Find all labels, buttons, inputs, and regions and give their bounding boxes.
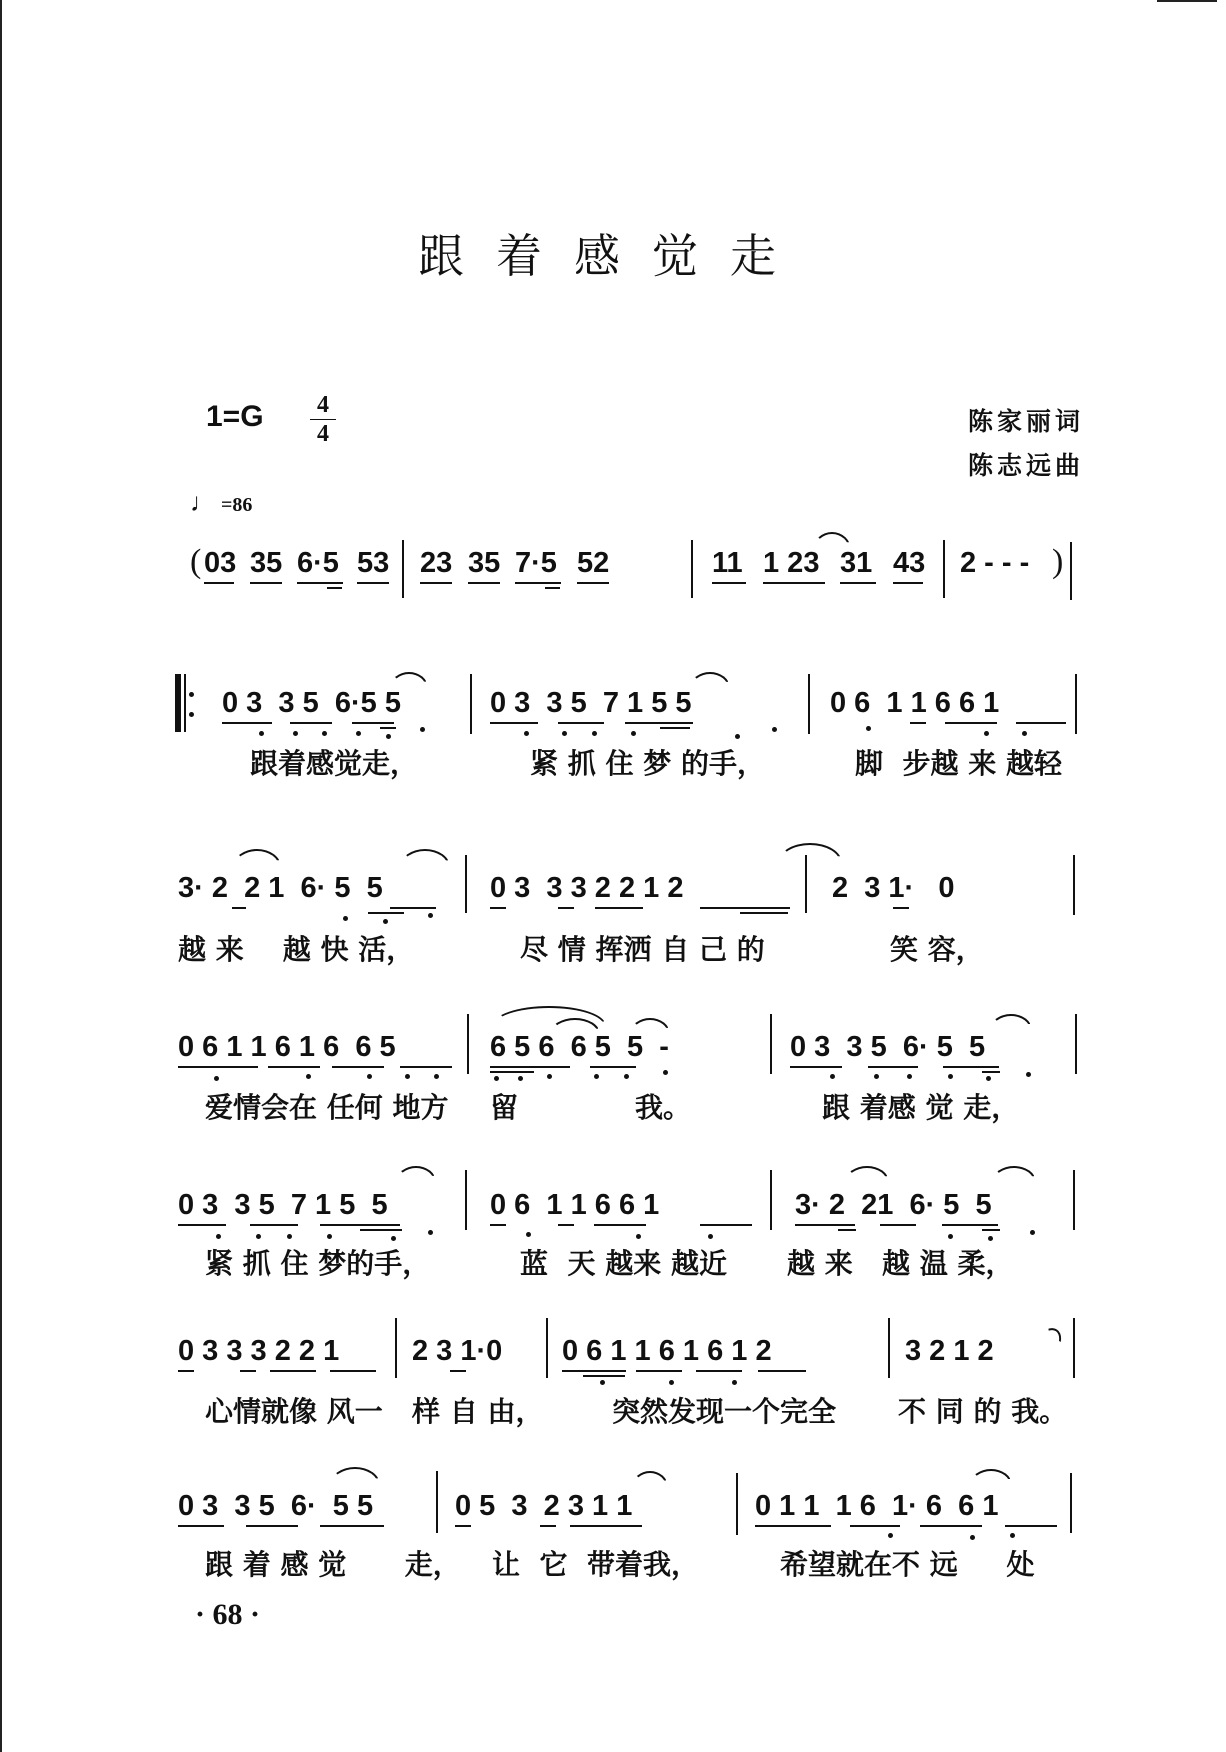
barline [770, 1014, 772, 1074]
lyrics-measure-4: 不 同 的 我。 [898, 1395, 1068, 1428]
slur [632, 1471, 668, 1487]
beam [468, 582, 500, 584]
low-octave-dot [383, 919, 388, 924]
beam [893, 582, 923, 584]
lyrics-measure-3: 笑 容， [890, 933, 984, 966]
close-paren: ) [1052, 543, 1064, 580]
system-6 [0, 1465, 1226, 1581]
low-octave-dot [391, 1236, 396, 1241]
lyrics-measure-2: 让 它 带着我， [492, 1548, 699, 1581]
lyrics-measure-2: 样 自 由， [412, 1395, 544, 1428]
barline [1070, 1473, 1072, 1533]
low-octave-dot [259, 731, 264, 736]
low-octave-dot [526, 1232, 531, 1237]
beam [515, 582, 561, 584]
beam [740, 912, 788, 914]
slur [690, 672, 730, 688]
beam [400, 1066, 452, 1068]
beam [455, 1525, 471, 1527]
note-group: 35 [468, 547, 501, 579]
beam [320, 1224, 400, 1226]
lyricist-credit: 陈家丽词 [968, 407, 1085, 436]
lyrics-measure-2: 留 我。 [490, 1091, 691, 1124]
open-paren: ( [190, 543, 202, 580]
note-group: 6·5 [297, 547, 339, 579]
beam [240, 1370, 256, 1372]
lyrics-measure-1: 跟着感觉走， [250, 747, 419, 780]
beam [368, 912, 404, 914]
beam [270, 1370, 316, 1372]
low-octave-dot [428, 913, 433, 918]
beam [570, 1525, 642, 1527]
beam [450, 1370, 466, 1372]
beam [490, 722, 538, 724]
page-top-rule [1157, 0, 1217, 2]
notes-measure-4: 3 2 1 2 [905, 1335, 994, 1367]
slur [400, 849, 450, 867]
beam [178, 1066, 258, 1068]
note-group: 43 [893, 547, 926, 579]
low-octave-dot [356, 731, 361, 736]
notes-measure-2: 0 3 3 3 2 2 1 2 [490, 872, 684, 904]
low-octave-dot [216, 1234, 221, 1239]
low-octave-dot [830, 1074, 835, 1079]
slur [233, 849, 281, 867]
lyrics-measure-3: 脚 步越 来 越轻 [855, 747, 1062, 780]
low-octave-dot [420, 727, 425, 732]
lyrics-measure-2: 紧 抓 住 梦 的手， [530, 747, 765, 780]
beam [850, 1525, 900, 1527]
system-4 [0, 1160, 1226, 1280]
beam [268, 1066, 320, 1068]
beam [712, 582, 746, 584]
beam [380, 727, 396, 729]
notes-measure-1: 0 6 1 1 6 1 6 6 5 [178, 1031, 396, 1063]
beam [1016, 722, 1066, 724]
beam [178, 1525, 224, 1527]
note-group: 23 [420, 547, 453, 579]
low-octave-dot [732, 1380, 737, 1385]
beam [910, 722, 926, 724]
lyrics-measure-1: 心情就像 风一 [205, 1395, 383, 1428]
lyrics-measure-1: 跟 着 感 觉 走， [205, 1548, 461, 1581]
barline [465, 1170, 467, 1230]
system-2 [0, 843, 1226, 966]
beam [942, 1224, 998, 1226]
low-octave-dot [256, 1234, 261, 1239]
note-group: 53 [357, 547, 390, 579]
low-octave-dot [518, 1076, 523, 1081]
beam [250, 582, 282, 584]
tempo-marking [190, 488, 252, 518]
low-octave-dot [907, 1074, 912, 1079]
low-octave-dot [1026, 1072, 1031, 1077]
low-octave-dot [735, 734, 740, 739]
low-octave-dot [986, 1076, 991, 1081]
beam [982, 1071, 1000, 1073]
notes-measure-1: 3· 2 2 1 6· 5 5 [178, 872, 383, 904]
low-octave-dot [428, 1230, 433, 1235]
system-1 [0, 672, 1226, 782]
low-octave-dot [988, 1236, 993, 1241]
barline [1075, 674, 1077, 734]
system-5 [0, 1310, 1226, 1428]
key-signature: 1=G [206, 400, 264, 433]
meter-denominator: 4 [317, 421, 329, 447]
beam [577, 582, 609, 584]
notes-measure-3: 0 6 1 1 6 1 6 1 2 [562, 1335, 772, 1367]
low-octave-dot [214, 1076, 219, 1081]
low-octave-dot [524, 731, 529, 736]
low-octave-dot [1022, 731, 1027, 736]
low-octave-dot [624, 1074, 629, 1079]
note-group: 11 [712, 547, 743, 579]
credits [968, 400, 1084, 488]
barline [1073, 1318, 1075, 1378]
beam [625, 722, 693, 724]
beam [178, 1224, 226, 1226]
notes-measure-1: 0 3 3 5 7 1 5 5 [178, 1189, 388, 1221]
low-octave-dot [600, 1380, 605, 1385]
meter-numerator: 4 [317, 392, 329, 418]
barline [805, 855, 807, 913]
lyrics-measure-2: 尽 情 挥洒 自 己 的 [520, 933, 765, 966]
beam [327, 587, 342, 589]
repeat-dot [189, 712, 194, 717]
beam [758, 1370, 806, 1372]
repeat-start-thin [184, 674, 186, 732]
lyrics-measure-1: 紧 抓 住 梦的手， [205, 1247, 431, 1280]
low-octave-dot [874, 1074, 879, 1079]
low-octave-dot [287, 1234, 292, 1239]
beam [250, 1224, 298, 1226]
slur [778, 843, 842, 863]
notes-measure-3: 0 3 3 5 6· 5 5 [790, 1031, 986, 1063]
beam [660, 727, 690, 729]
beam [868, 1066, 918, 1068]
beam [795, 1224, 855, 1226]
page-number: · 68 · [195, 1598, 261, 1631]
low-octave-dot [322, 731, 327, 736]
beam [893, 907, 909, 909]
notes-measure-1: 0 3 3 5 6· 5 5 [178, 1490, 374, 1522]
barline [465, 855, 467, 913]
low-octave-dot [631, 731, 636, 736]
low-octave-dot [306, 1074, 311, 1079]
note-group: 03 [204, 547, 237, 579]
barline [1075, 1014, 1077, 1074]
lyrics-measure-1: 越 来 越 快 活， [178, 933, 415, 966]
barline [808, 674, 810, 734]
low-octave-dot [948, 1074, 953, 1079]
barline [395, 1318, 397, 1378]
composer-credit: 陈志远曲 [968, 451, 1085, 480]
beam [590, 1066, 636, 1068]
low-octave-dot [669, 1380, 674, 1385]
beam [558, 722, 604, 724]
note-group: 35 [250, 547, 283, 579]
note-group: 7·5 [515, 547, 557, 579]
low-octave-dot [948, 1234, 953, 1239]
beam [490, 1224, 506, 1226]
meter-bar [310, 419, 336, 420]
low-octave-dot [327, 1234, 332, 1239]
low-octave-dot [636, 1234, 641, 1239]
beam [595, 907, 643, 909]
beam [330, 1370, 376, 1372]
notes-measure-2: 0 5 3 2 3 1 1 [455, 1490, 633, 1522]
intro-system [0, 540, 1226, 610]
barline [888, 1318, 890, 1378]
slur [390, 672, 428, 688]
barline [436, 1471, 438, 1533]
low-octave-dot [434, 1074, 439, 1079]
beam [583, 1375, 625, 1377]
note-group: 31 [840, 547, 873, 579]
quarter-note-icon: ♩ [190, 488, 216, 517]
slur [990, 1014, 1032, 1030]
notes-measure-2: 0 6 1 1 6 6 1 [490, 1189, 660, 1221]
beam [490, 1066, 570, 1068]
beam [755, 1525, 831, 1527]
barline [736, 1473, 738, 1535]
low-octave-dot [663, 1070, 668, 1075]
beam [943, 1066, 999, 1068]
low-octave-dot [343, 916, 348, 921]
beam [178, 1370, 194, 1372]
beam [838, 1229, 856, 1231]
beam [545, 587, 560, 589]
slur [396, 1166, 436, 1182]
repeat-start-barline [175, 674, 181, 732]
barline [467, 1014, 469, 1074]
beam [357, 582, 389, 584]
slur [630, 1018, 670, 1034]
beam [320, 1525, 384, 1527]
notes-measure-3: 0 1 1 1 6 1· 6 6 1 [755, 1490, 999, 1522]
time-signature [310, 392, 336, 447]
lyrics-measure-3: 跟 着感 觉 走， [822, 1091, 1020, 1124]
slur [845, 1166, 889, 1182]
beam [297, 582, 343, 584]
low-octave-dot [367, 1074, 372, 1079]
barline [770, 1170, 772, 1230]
note-group: 2 - - - [960, 547, 1030, 579]
low-octave-dot [866, 726, 871, 731]
barline [943, 540, 945, 598]
barline [546, 1318, 548, 1378]
beam [562, 1370, 626, 1372]
beam [700, 1224, 752, 1226]
notes-measure-2: 2 3 1·0 [412, 1335, 503, 1367]
low-octave-dot [1030, 1230, 1035, 1235]
beam [232, 907, 246, 909]
low-octave-dot [405, 1074, 410, 1079]
low-octave-dot [984, 731, 989, 736]
barline [691, 540, 693, 598]
low-octave-dot [970, 1535, 975, 1540]
beam [490, 1071, 534, 1073]
beam [290, 722, 332, 724]
slur [992, 1166, 1036, 1182]
beam [700, 907, 790, 909]
beam [558, 907, 574, 909]
beam [945, 722, 997, 724]
beam [540, 1525, 556, 1527]
tempo-value: =86 [221, 494, 253, 516]
system-3 [0, 1000, 1226, 1124]
barline [1070, 542, 1072, 600]
notes-measure-3: 2 3 1· 0 [832, 872, 955, 904]
lyrics-measure-3: 越 来 越 温 柔， [787, 1247, 1014, 1280]
beam [246, 1525, 298, 1527]
low-octave-dot [1010, 1533, 1015, 1538]
notes-measure-3: 0 6 1 1 6 6 1 [830, 687, 1000, 719]
low-octave-dot [888, 1533, 893, 1538]
barline [1073, 1170, 1075, 1230]
note-group: 52 [577, 547, 610, 579]
low-octave-dot [708, 1234, 713, 1239]
slur [330, 1467, 380, 1485]
beam [332, 1066, 384, 1068]
low-octave-dot [592, 731, 597, 736]
beam [763, 582, 825, 584]
low-octave-dot [562, 731, 567, 736]
low-octave-dot [494, 1076, 499, 1081]
notes-measure-2: 0 3 3 5 7 1 5 5 [490, 687, 692, 719]
barline [470, 674, 472, 734]
beam [352, 722, 394, 724]
beam [790, 1066, 842, 1068]
low-octave-dot [594, 1074, 599, 1079]
low-octave-dot [547, 1074, 552, 1079]
repeat-dot [189, 692, 194, 697]
low-octave-dot [293, 731, 298, 736]
beam [390, 907, 436, 909]
notes-measure-1: 0 3 3 3 2 2 1 [178, 1335, 340, 1367]
song-title: 跟着感觉走 [418, 229, 808, 283]
low-octave-dot [386, 734, 391, 739]
beam [360, 1229, 402, 1231]
beam [1005, 1525, 1057, 1527]
notes-measure-2: 6 5 6 6 5 5 - [490, 1031, 669, 1063]
beam [880, 1224, 916, 1226]
notes-measure-3: 3· 2 21 6· 5 5 [795, 1189, 992, 1221]
slur [970, 1469, 1012, 1485]
beam [558, 1224, 574, 1226]
beam [982, 1229, 1000, 1231]
breath-mark [1037, 1323, 1067, 1352]
lyrics-measure-3: 希望就在不 远 处 [780, 1548, 1035, 1581]
beam [920, 1525, 982, 1527]
beam [222, 722, 272, 724]
slur [813, 532, 851, 550]
beam [204, 582, 234, 584]
beam [636, 1370, 682, 1372]
barline [1073, 855, 1075, 915]
beam [696, 1370, 742, 1372]
beam [420, 582, 452, 584]
notes-measure-1: 0 3 3 5 6·5 5 [222, 687, 401, 719]
beam [594, 1224, 646, 1226]
lyrics-measure-1: 爱情会在 任何 地方 [205, 1091, 449, 1124]
barline [402, 540, 404, 598]
lyrics-measure-2: 蓝 天 越来 越近 [520, 1247, 727, 1280]
note-group: 1 23 [763, 547, 820, 579]
lyrics-measure-3: 突然发现一个完全 [612, 1395, 837, 1428]
beam [490, 907, 506, 909]
beam [840, 582, 876, 584]
low-octave-dot [772, 727, 777, 732]
